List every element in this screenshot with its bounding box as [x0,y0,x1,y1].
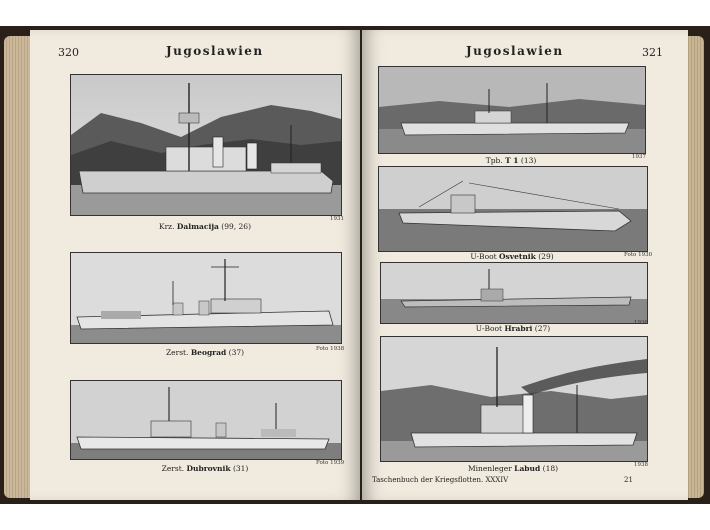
photo-caption: Krz. Dalmacija (99, 26) [158,222,252,231]
ship-photo-beograd [70,252,342,344]
photo-credit: Foto 1930 [624,252,653,258]
photo-caption: Minenleger Labud (18) [467,464,559,473]
page-title: Jugoslawien [466,44,564,58]
photo-credit: 1936 [634,320,648,326]
footer-book-title: Taschenbuch der Kriegsflotten. XXXIV [372,476,509,484]
photo-caption: Zerst. Beograd (37) [165,348,245,357]
photo-credit: Foto 1939 [316,460,345,466]
ship-photo-osvetnik [378,166,648,252]
page-number: 320 [58,46,79,59]
photo-credit: 1937 [632,154,646,160]
page-number: 321 [642,46,663,59]
photo-credit: 1938 [634,462,648,468]
photo-caption: Zerst. Dubrovnik (31) [161,464,249,473]
footer-signature-mark: 21 [624,476,633,484]
ship-photo-labud [380,336,648,462]
photo-credit: 1931 [330,216,344,222]
ship-photo-hrabri [380,262,648,324]
right-page [362,30,688,500]
photo-credit: Foto 1938 [316,346,345,352]
ship-photo-dalmacija [70,74,342,216]
photo-caption: Tpb. T 1 (13) [485,156,537,165]
left-page [30,30,360,500]
photo-caption: U-Boot Hrabri (27) [475,324,551,333]
photo-caption: U-Boot Osvetnik (29) [470,252,554,261]
page-title: Jugoslawien [166,44,264,58]
ship-photo-dubrovnik [70,380,342,460]
ship-photo-t1 [378,66,646,154]
